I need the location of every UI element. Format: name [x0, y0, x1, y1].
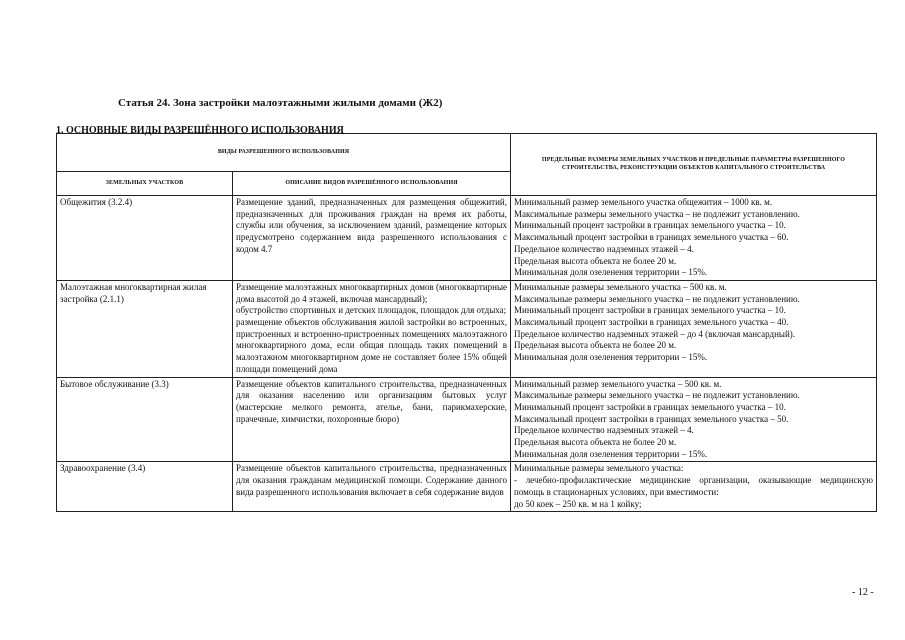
param-line: Максимальные размеры земельного участка – не подлежит установлению.	[514, 293, 800, 304]
param-line: до 50 коек – 250 кв. м на 1 койку;	[514, 498, 642, 509]
param-line: Предельная высота объекта не более 20 м.	[514, 255, 677, 266]
param-line: Минимальные размеры земельного участка:	[514, 463, 684, 474]
use-name-cell: Малоэтажная многоквартирная жилая застройка (2.1.1)	[57, 280, 233, 377]
header-description-cell: ОПИСАНИЕ ВИДОВ РАЗРЕШЁННОГО ИСПОЛЬЗОВАНИЯ	[233, 172, 511, 196]
table-header-row	[57, 134, 877, 172]
use-description-cell: Размещение зданий, предназначенных для размещения общежитий, предназначенных для проживания граждан на время их работы, службы или обучения, за исключением зданий, размещение которых предусмотрено содержанием вида разрешенного использования с кодом 4.7	[233, 196, 511, 281]
page-number: - 12 -	[852, 587, 874, 598]
description-part: обустройство спортивных и детских площадок, площадок для отдыха;	[236, 305, 507, 316]
param-line: Минимальная доля озеленения территории – 15%.	[514, 448, 708, 459]
use-params-cell	[511, 280, 877, 377]
use-name-cell: Общежития (3.2.4)	[57, 196, 233, 281]
header-group-cell: ВИДЫ РАЗРЕШЕННОГО ИСПОЛЬЗОВАНИЯ	[57, 134, 511, 172]
use-description-cell	[233, 280, 511, 377]
param-line: Предельное количество надземных этажей – 4.	[514, 425, 694, 436]
use-description-cell: Размещение объектов капитального строительства, предназначенных для оказания гражданам медицинской помощи. Содержание данного вида разрешенного использования включает в себя содержание видов	[233, 462, 511, 512]
use-description-cell: Размещение объектов капитального строительства, предназначенных для оказания населению или организациям бытовых услуг (мастерские мелкого ремонта, ателье, бани, парикмахерские, прачечные, химчистки, похоронные бюро)	[233, 377, 511, 462]
param-line: Предельное количество надземных этажей – 4.	[514, 243, 694, 254]
param-line: Максимальный процент застройки в границах земельного участка – 60.	[514, 232, 789, 243]
header-land-cell: ЗЕМЕЛЬНЫХ УЧАСТКОВ	[57, 172, 233, 196]
permitted-use-table	[56, 133, 877, 512]
param-line: Минимальный размер земельного участка – 500 кв. м.	[514, 378, 722, 389]
table-row	[57, 280, 877, 377]
param-line: Максимальные размеры земельного участка – не подлежит установлению.	[514, 208, 800, 219]
param-line: Минимальный процент застройки в границах земельного участка – 10.	[514, 401, 786, 412]
description-part: Размещение малоэтажных многоквартирных домов (многоквартирные дома высотой до 4 этажей, включая мансардный);	[236, 281, 507, 304]
param-line: Минимальный размер земельного участка общежития – 1000 кв. м.	[514, 197, 773, 207]
param-line: Минимальная доля озеленения территории – 15%.	[514, 267, 708, 278]
section-title: 1. ОСНОВНЫЕ ВИДЫ РАЗРЕШЁННОГО ИСПОЛЬЗОВАНИЯ	[56, 125, 344, 136]
use-params-cell	[511, 462, 877, 512]
param-line: Предельная высота объекта не более 20 м.	[514, 437, 677, 448]
param-line: Предельное количество надземных этажей – до 4 (включая мансардный).	[514, 328, 796, 339]
param-line: Максимальные размеры земельного участка – не подлежит установлению.	[514, 390, 800, 401]
use-params-cell	[511, 377, 877, 462]
param-line: Минимальная доля озеленения территории – 15%.	[514, 352, 708, 363]
table-row	[57, 196, 877, 281]
param-line: Максимальный процент застройки в границах земельного участка – 50.	[514, 413, 789, 424]
param-line: Минимальный процент застройки в границах земельного участка – 10.	[514, 220, 786, 231]
article-title: Статья 24. Зона застройки малоэтажными жилыми домами (Ж2)	[118, 97, 443, 109]
description-part: размещение объектов обслуживания жилой застройки во встроенных, пристроенных и встроенно-пристроенных помещениях малоэтажного многоквартирного дома, если общая площадь таких помещений в малоэтажном многоквартирном доме не составляет более 15% общей площади помещений дома	[236, 317, 507, 374]
table-row	[57, 462, 877, 512]
header-params-cell: ПРЕДЕЛЬНЫЕ РАЗМЕРЫ ЗЕМЕЛЬНЫХ УЧАСТКОВ И ПРЕДЕЛЬНЫЕ ПАРАМЕТРЫ РАЗРЕШЕННОГО СТРОИТЕЛЬСТВА, РЕКОНСТРУКЦИИ ОБЪЕКТОВ КАПИТАЛЬНОГО СТРОИТЕЛЬСТВА	[511, 134, 877, 196]
use-params-cell	[511, 196, 877, 281]
use-name-cell: Здравоохранение (3.4)	[57, 462, 233, 512]
param-line: Минимальные размеры земельного участка – 500 кв. м.	[514, 281, 727, 292]
table-row	[57, 377, 877, 462]
use-name-cell: Бытовое обслуживание (3.3)	[57, 377, 233, 462]
param-line: - лечебно-профилактические медицинские организации, оказывающие медицинскую помощь в стационарных условиях, при вместимости:	[514, 475, 873, 497]
param-line: Максимальный процент застройки в границах земельного участка – 40.	[514, 317, 789, 328]
param-line: Предельная высота объекта не более 20 м.	[514, 340, 677, 351]
param-line: Минимальный процент застройки в границах земельного участка – 10.	[514, 305, 786, 316]
